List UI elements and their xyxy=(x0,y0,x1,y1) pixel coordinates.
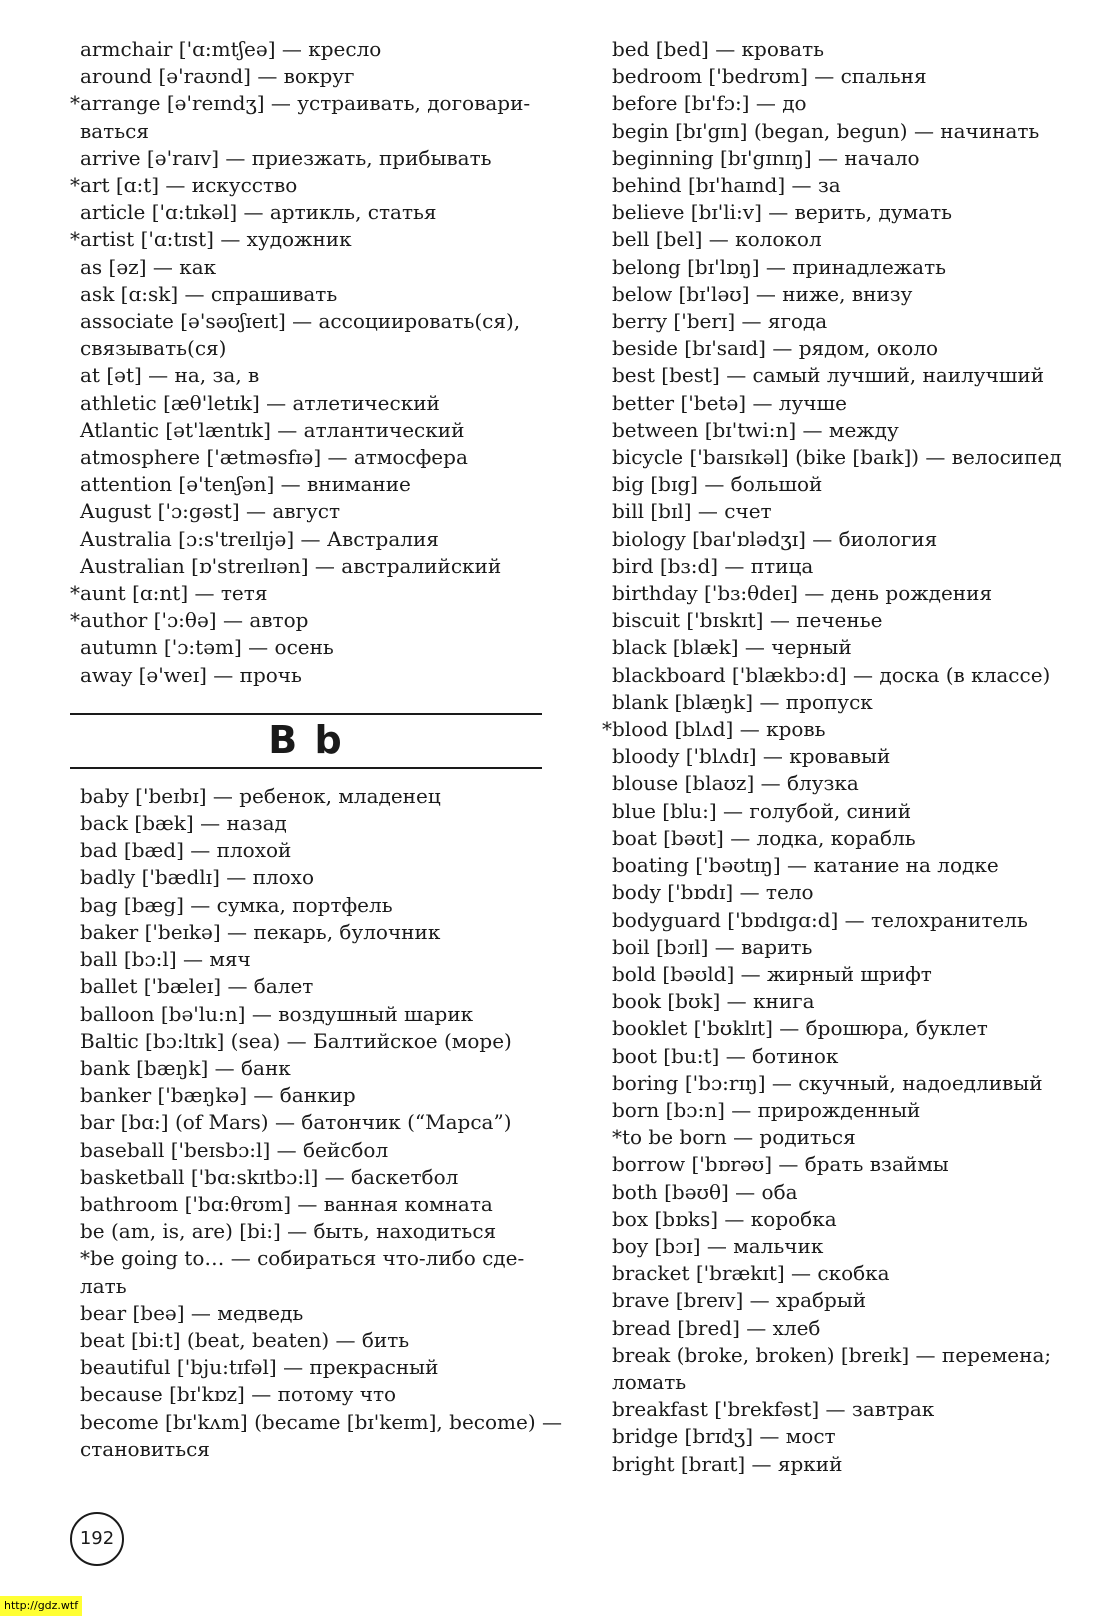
entry-text: Baltic [bɔ:ltɪk] (sea) — Балтийское (море) xyxy=(80,1028,512,1053)
entry-text: *be going to… — собираться что-либо сде- xyxy=(80,1246,525,1271)
dictionary-entry xyxy=(80,254,550,281)
dictionary-entry xyxy=(80,810,550,837)
entry-text: boy [bɔɪ] — мальчик xyxy=(612,1233,824,1258)
dictionary-entry xyxy=(612,254,1092,281)
entry-text: bedroom ['bedrʊm] — спальня xyxy=(612,64,927,89)
dictionary-entry xyxy=(80,498,550,525)
dictionary-entry xyxy=(612,1423,1092,1450)
dictionary-entry xyxy=(80,919,550,946)
entry-text: ask [ɑ:sk] — спрашивать xyxy=(80,281,338,306)
entry-text: beside [bɪ'saɪd] — рядом, около xyxy=(612,336,939,361)
entry-text: baseball ['beɪsbɔ:l] — бейсбол xyxy=(80,1137,389,1162)
entry-text: bell [bel] — колокол xyxy=(612,227,822,252)
entry-text: author ['ɔ:θə] — автор xyxy=(80,608,309,633)
dictionary-entry xyxy=(612,1097,1092,1124)
entry-text: August ['ɔ:gəst] — август xyxy=(80,499,341,524)
entry-text: book [bʊk] — книга xyxy=(612,989,815,1014)
entry-text: bill [bɪl] — счет xyxy=(612,499,772,524)
dictionary-entry xyxy=(612,362,1092,389)
dictionary-entry xyxy=(612,417,1092,444)
entry-text: better ['betə] — лучше xyxy=(612,390,847,415)
dictionary-entry xyxy=(80,837,550,864)
entry-text: breakfast ['brekfəst] — завтрак xyxy=(612,1397,935,1422)
dictionary-entry xyxy=(80,946,550,973)
dictionary-entry xyxy=(612,199,1092,226)
entry-text: big [bɪg] — большой xyxy=(612,472,823,497)
entry-text: Atlantic [ət'læntɪk] — атлантический xyxy=(80,417,465,442)
entry-text: belong [bɪ'lɒŋ] — принадлежать xyxy=(612,254,947,279)
entry-text: aunt [ɑ:nt] — тетя xyxy=(80,581,268,606)
dictionary-entry xyxy=(612,172,1092,199)
entry-text: bright [braɪt] — яркий xyxy=(612,1451,843,1476)
dictionary-entry: *blood [blʌd] — кровь xyxy=(602,717,826,742)
entry-text: basketball ['bɑ:skɪtbɔ:l] — баскетбол xyxy=(80,1164,459,1189)
dictionary-entry xyxy=(80,36,550,63)
right-entries-list xyxy=(602,36,1092,1478)
entry-text: biology [baɪ'ɒlədʒɪ] — биология xyxy=(612,526,938,551)
entry-text: ballet ['bæleɪ] — балет xyxy=(80,974,314,999)
entry-text: athletic [æθ'letɪk] — атлетический xyxy=(80,390,440,415)
dictionary-entry xyxy=(612,335,1092,362)
dictionary-entry xyxy=(80,1381,550,1408)
dictionary-entry xyxy=(80,390,550,417)
dictionary-entry xyxy=(80,973,550,1000)
dictionary-entry xyxy=(612,498,1092,525)
page-number: 192 xyxy=(70,1512,124,1566)
entry-text: boating ['bəʊtɪŋ] — катание на лодке xyxy=(612,853,999,878)
entry-text: both [bəʊθ] — оба xyxy=(612,1179,798,1204)
entry-continuation: ваться xyxy=(80,118,149,143)
entry-text: around [ə'raʊnd] — вокруг xyxy=(80,64,355,89)
entry-text: bird [bɜ:d] — птица xyxy=(612,553,814,578)
section-rule-top xyxy=(70,713,542,715)
entry-text: bad [bæd] — плохой xyxy=(80,838,292,863)
entry-text: bicycle ['baɪsɪkəl] (bike [baɪk]) — велосипед xyxy=(612,445,1062,470)
entry-text: baker ['beɪkə] — пекарь, булочник xyxy=(80,919,441,944)
entry-text: bag [bæg] — сумка, портфель xyxy=(80,892,393,917)
dictionary-entry xyxy=(612,1451,1092,1478)
entry-text: blood [blʌd] — кровь xyxy=(612,717,826,742)
entry-text: at [ət] — на, за, в xyxy=(80,363,260,388)
dictionary-entry xyxy=(612,1315,1092,1342)
entry-text: body ['bɒdɪ] — тело xyxy=(612,880,814,905)
watermark-link[interactable]: http://gdz.wtf xyxy=(0,1596,82,1616)
dictionary-entry xyxy=(612,907,1092,934)
dictionary-entry xyxy=(612,226,1092,253)
entry-continuation: связывать(ся) xyxy=(80,336,227,361)
dictionary-entry xyxy=(612,118,1092,145)
dictionary-entry xyxy=(80,634,550,661)
entry-text: boring ['bɔ:rɪŋ] — скучный, надоедливый xyxy=(612,1070,1043,1095)
entry-text: boil [bɔɪl] — варить xyxy=(612,934,813,959)
dictionary-entry xyxy=(612,1233,1092,1260)
dictionary-entry xyxy=(612,1396,1092,1423)
dictionary-entry xyxy=(612,662,1092,689)
dictionary-entry xyxy=(612,1151,1092,1178)
entry-text: bold [bəʊld] — жирный шрифт xyxy=(612,961,932,986)
section-header-b xyxy=(70,711,542,769)
dictionary-entry xyxy=(80,1001,550,1028)
dictionary-entry xyxy=(612,390,1092,417)
entry-text: Australia [ɔ:s'treɪlɪjə] — Австралия xyxy=(80,526,439,551)
dictionary-entry: *art [ɑ:t] — искусство xyxy=(70,173,298,198)
dictionary-entry xyxy=(80,864,550,891)
entry-text: arrange [ə'reɪndʒ] — устраивать, договари- xyxy=(80,91,531,116)
entry-text: between [bɪ'twi:n] — между xyxy=(612,417,899,442)
entry-text: below [bɪ'ləʊ] — ниже, внизу xyxy=(612,281,913,306)
entry-text: birthday ['bɜ:θdeɪ] — день рождения xyxy=(612,581,993,606)
dictionary-entry xyxy=(80,63,550,90)
entry-text: as [əz] — как xyxy=(80,254,217,279)
dictionary-entry xyxy=(80,1137,550,1164)
dictionary-entry xyxy=(612,36,1092,63)
dictionary-entry xyxy=(612,1015,1092,1042)
right-column xyxy=(602,36,1092,1478)
entry-text: be (am, is, are) [bi:] — быть, находиться xyxy=(80,1219,497,1244)
dictionary-entry xyxy=(612,444,1092,471)
entry-text: bracket ['brækɪt] — скобка xyxy=(612,1261,890,1286)
dictionary-entry xyxy=(80,553,550,580)
entry-text: beautiful ['bju:tɪfəl] — прекрасный xyxy=(80,1355,439,1380)
dictionary-entry xyxy=(80,526,550,553)
dictionary-entry xyxy=(612,689,1092,716)
entry-text: balloon [bə'lu:n] — воздушный шарик xyxy=(80,1001,474,1026)
entry-text: back [bæk] — назад xyxy=(80,811,287,836)
dictionary-entry xyxy=(80,471,550,498)
entry-continuation: лать xyxy=(80,1273,127,1298)
entry-text: born [bɔ:n] — прирожденный xyxy=(612,1097,921,1122)
dictionary-entry xyxy=(612,1070,1092,1097)
entry-text: badly ['bædlɪ] — плохо xyxy=(80,865,314,890)
dictionary-entry xyxy=(612,281,1092,308)
section-letter: B b xyxy=(268,717,344,762)
entry-text: bread [bred] — хлеб xyxy=(612,1315,821,1340)
dictionary-entry xyxy=(80,783,550,810)
entry-text: bank [bæŋk] — банк xyxy=(80,1055,291,1080)
dictionary-entry xyxy=(612,145,1092,172)
entry-text: beat [bi:t] (beat, beaten) — бить xyxy=(80,1327,410,1352)
entry-text: arrive [ə'raɪv] — приезжать, прибывать xyxy=(80,145,492,170)
entry-text: bodyguard ['bɒdɪgɑ:d] — телохранитель xyxy=(612,907,1028,932)
entry-text: break (broke, broken) [breɪk] — перемена; xyxy=(612,1342,1052,1367)
dictionary-entry xyxy=(80,1245,550,1299)
entry-continuation: становиться xyxy=(80,1436,210,1461)
dictionary-entry xyxy=(612,90,1092,117)
dictionary-entry xyxy=(612,961,1092,988)
entry-text: behind [bɪ'haɪnd] — за xyxy=(612,173,841,198)
dictionary-entry xyxy=(80,199,550,226)
dictionary-entry xyxy=(612,770,1092,797)
dictionary-entry xyxy=(80,1327,550,1354)
dictionary-entry xyxy=(612,1287,1092,1314)
entry-text: bear [beə] — медведь xyxy=(80,1300,304,1325)
dictionary-entry xyxy=(80,1055,550,1082)
dictionary-entry xyxy=(80,1082,550,1109)
entry-text: boat [bəʊt] — лодка, корабль xyxy=(612,825,916,850)
entry-text: associate [ə'səʊʃɪeɪt] — ассоциировать(ся), xyxy=(80,309,521,334)
entry-text: armchair ['ɑ:mtʃeə] — кресло xyxy=(80,37,382,61)
entry-text: biscuit ['bɪskɪt] — печенье xyxy=(612,608,883,633)
entry-text: artist ['ɑ:tɪst] — художник xyxy=(80,227,352,252)
dictionary-entry xyxy=(612,1179,1092,1206)
dictionary-entry xyxy=(80,362,550,389)
dictionary-entry: *artist ['ɑ:tɪst] — художник xyxy=(70,227,352,252)
entry-text: booklet ['bʊklɪt] — брошюра, буклет xyxy=(612,1016,988,1041)
dictionary-entry xyxy=(612,1206,1092,1233)
entry-text: attention [ə'tenʃən] — внимание xyxy=(80,472,411,497)
dictionary-entry xyxy=(80,308,550,362)
entry-text: become [bɪ'kʌm] (became [bɪ'keɪm], become) — xyxy=(80,1409,562,1434)
entry-text: berry ['berɪ] — ягода xyxy=(612,309,828,334)
entry-text: bridge [brɪdʒ] — мост xyxy=(612,1424,836,1449)
dictionary-entry xyxy=(612,580,1092,607)
dictionary-entry: *arrange [ə'reɪndʒ] — устраивать, договари- ваться xyxy=(80,90,550,144)
dictionary-entry xyxy=(612,852,1092,879)
dictionary-entry xyxy=(612,471,1092,498)
dictionary-entry xyxy=(612,743,1092,770)
dictionary-entry: *author ['ɔ:θə] — автор xyxy=(70,608,309,633)
dictionary-entry xyxy=(612,308,1092,335)
dictionary-entry xyxy=(80,1164,550,1191)
dictionary-entry xyxy=(612,825,1092,852)
dictionary-entry xyxy=(612,1342,1092,1396)
dictionary-entry xyxy=(612,634,1092,661)
entry-text: baby ['beɪbɪ] — ребенок, младенец xyxy=(80,783,441,808)
entry-text: bloody ['blʌdɪ] — кровавый xyxy=(612,744,891,769)
entry-text: because [bɪ'kɒz] — потому что xyxy=(80,1382,397,1407)
entry-text: box [bɒks] — коробка xyxy=(612,1206,837,1231)
dictionary-entry xyxy=(80,1109,550,1136)
dictionary-entry xyxy=(80,1218,550,1245)
entry-text: brave [breɪv] — храбрый xyxy=(612,1288,867,1313)
entry-text: borrow ['bɒrəʊ] — брать взаймы xyxy=(612,1152,949,1177)
dictionary-entry xyxy=(612,798,1092,825)
entry-text: blue [blu:] — голубой, синий xyxy=(612,798,912,823)
dictionary-entry xyxy=(612,879,1092,906)
entry-text: believe [bɪ'li:v] — верить, думать xyxy=(612,200,953,225)
entry-text: bathroom ['bɑ:θrʊm] — ванная комната xyxy=(80,1191,493,1216)
entry-text: atmosphere ['ætməsfɪə] — атмосфера xyxy=(80,445,468,470)
entry-text: before [bɪ'fɔ:] — до xyxy=(612,91,807,116)
dictionary-entry xyxy=(612,526,1092,553)
dictionary-entry xyxy=(80,145,550,172)
left-column xyxy=(70,36,562,1463)
dictionary-entry xyxy=(80,1409,562,1463)
entry-text: bed [bed] — кровать xyxy=(612,37,825,61)
entry-text: blank [blæŋk] — пропуск xyxy=(612,689,873,714)
entry-text: Australian [ɒ'streɪlɪən] — австралийский xyxy=(80,553,502,578)
entry-text: blackboard ['blækbɔ:d] — доска (в классе) xyxy=(612,662,1051,687)
entry-text: beginning [bɪ'gɪnɪŋ] — начало xyxy=(612,145,920,170)
entry-text: banker ['bæŋkə] — банкир xyxy=(80,1083,356,1108)
entry-text: *to be born — родиться xyxy=(612,1125,856,1150)
dictionary-entry xyxy=(80,1028,550,1055)
dictionary-entry xyxy=(80,444,550,471)
entry-text: bar [bɑ:] (of Mars) — батончик (“Марса”) xyxy=(80,1110,512,1135)
dictionary-entry xyxy=(80,1354,550,1381)
entry-continuation: ломать xyxy=(612,1369,687,1394)
a-entries-list xyxy=(70,36,550,689)
dictionary-entry xyxy=(612,988,1092,1015)
entry-text: blouse [blaʊz] — блузка xyxy=(612,771,859,796)
entry-text: ball [bɔ:l] — мяч xyxy=(80,947,251,972)
dictionary-entry xyxy=(612,1043,1092,1070)
dictionary-entry xyxy=(612,607,1092,634)
dictionary-entry xyxy=(80,662,550,689)
entry-text: art [ɑ:t] — искусство xyxy=(80,173,298,198)
section-rule-bottom xyxy=(70,767,542,769)
b-entries-list xyxy=(80,783,562,1463)
dictionary-entry xyxy=(612,1124,1092,1151)
dictionary-entry xyxy=(80,892,550,919)
entry-text: best [best] — самый лучший, наилучший xyxy=(612,363,1045,388)
dictionary-entry xyxy=(612,1260,1092,1287)
dictionary-entry xyxy=(80,281,550,308)
dictionary-entry xyxy=(80,1300,550,1327)
entry-text: autumn ['ɔ:təm] — осень xyxy=(80,635,334,660)
entry-text: article ['ɑ:tɪkəl] — артикль, статья xyxy=(80,200,437,225)
dictionary-entry xyxy=(612,553,1092,580)
entry-text: begin [bɪ'gɪn] (began, begun) — начинать xyxy=(612,118,1040,143)
dictionary-entry xyxy=(612,934,1092,961)
entry-text: away [ə'weɪ] — прочь xyxy=(80,662,302,687)
entry-text: black [blæk] — черный xyxy=(612,635,852,660)
dictionary-entry xyxy=(80,1191,550,1218)
dictionary-entry: *aunt [ɑ:nt] — тетя xyxy=(70,581,268,606)
dictionary-entry xyxy=(612,63,1092,90)
entry-text: boot [bu:t] — ботинок xyxy=(612,1043,839,1068)
dictionary-entry xyxy=(80,417,550,444)
